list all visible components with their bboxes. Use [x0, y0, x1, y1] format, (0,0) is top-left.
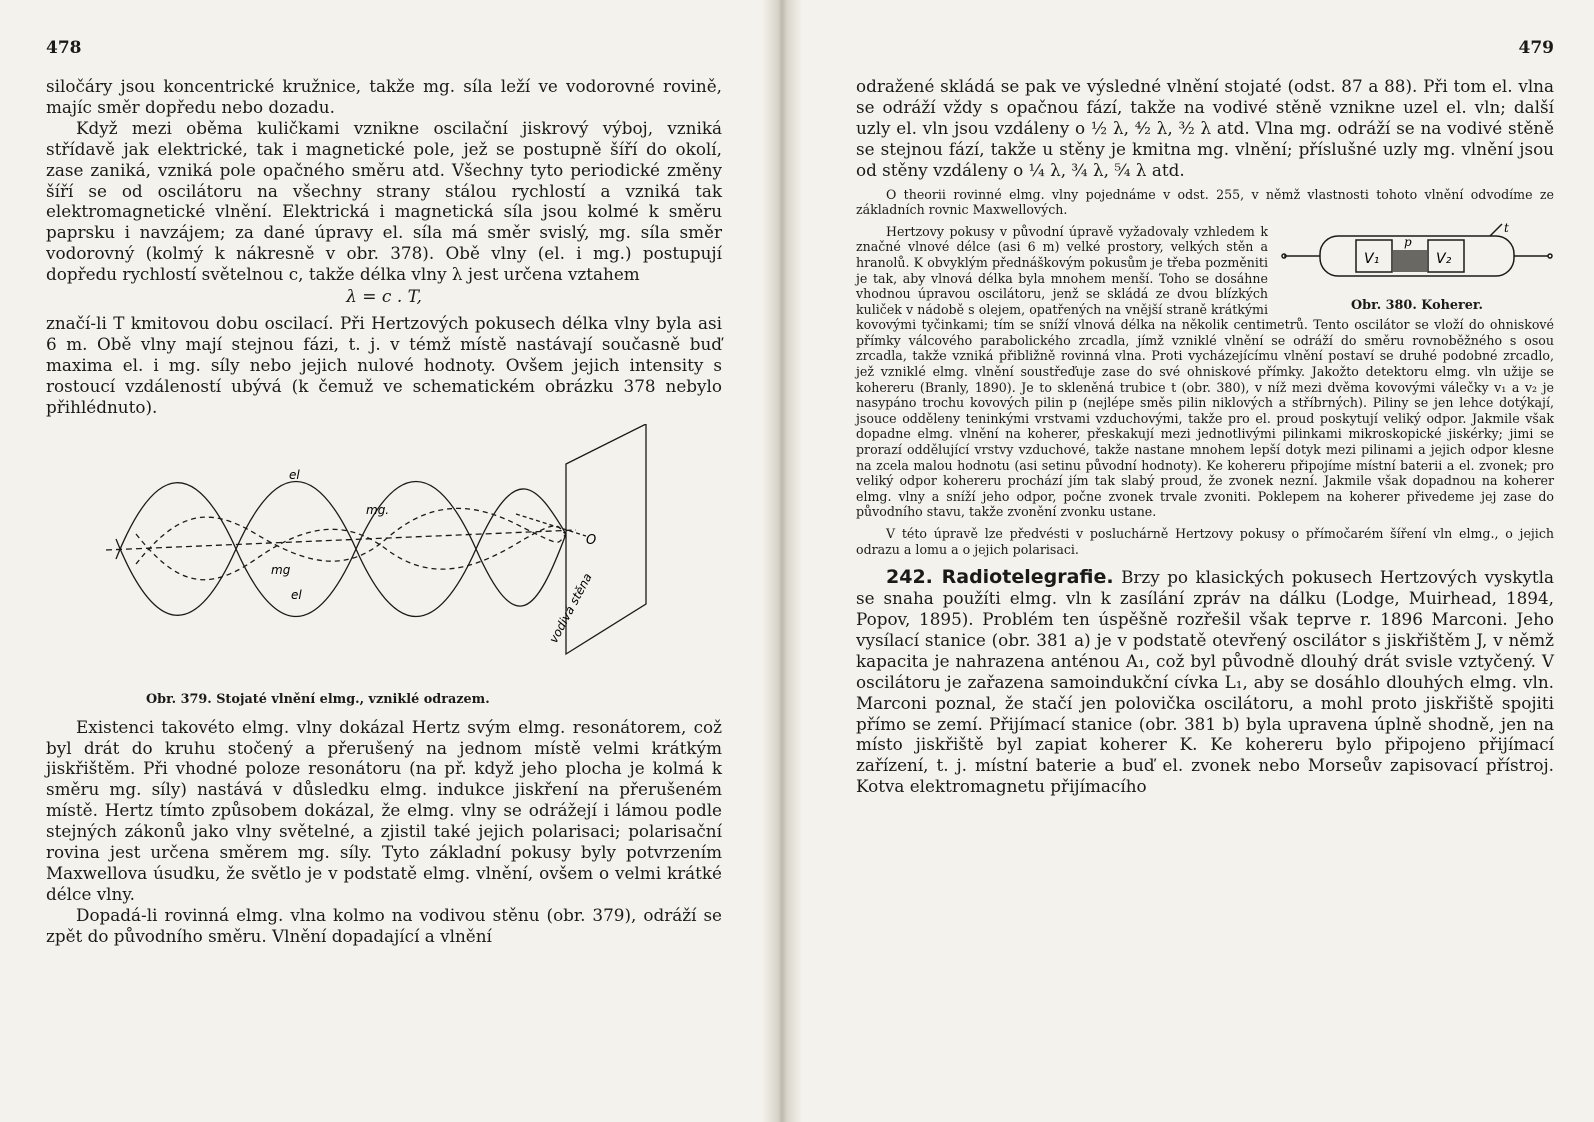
wave-axis	[106, 530, 576, 550]
page-number-right: 479	[1518, 38, 1554, 58]
formula: λ = c . T,	[346, 287, 422, 308]
label-wall: vodivá stěna	[546, 570, 595, 646]
label-el-bottom: el	[291, 587, 302, 602]
label-o: O	[586, 532, 597, 548]
figure-379	[46, 424, 722, 707]
paragraph-1: siločáry jsou koncentrické kružnice, takže mg. síla leží ve vodorovné rovině, majíc směr dopředu nebo dozadu.	[46, 76, 722, 117]
conductive-wall	[566, 424, 646, 654]
paragraph-top: odražené skládá se pak ve výsledné vlnění stojaté (odst. 87 a 88). Při tom el. vlna se odráží vždy s opačnou fází, takže na vodivé stěně vznikne uzel el. vln; další uzly el. vln jsou vzdáleny o ½ λ, ⁴⁄₂ λ, ³⁄₂ λ atd. Vlna mg. odráží se na vodivé stěně se stejnou fází, takže u stěny je kmitna mg. vlnění; příslušné uzly mg. vlnění jsou od stěny vzdáleny o ¼ λ, ¾ λ, ⁵⁄₄ λ atd.	[856, 76, 1554, 180]
label-mg-left: mg	[271, 562, 291, 577]
mg-wave-1	[136, 508, 566, 564]
tube-pointer	[1490, 224, 1502, 236]
label-v1: V₁	[1364, 250, 1380, 267]
page-number-left: 478	[46, 38, 82, 58]
mg-wave-2	[136, 525, 566, 579]
small-paragraph-1: O theorii rovinné elmg. vlny pojednáme v odst. 255, v němž vlastnosti tohoto vlnění odvodíme ze základních rovnic Maxwellových.	[856, 186, 1554, 218]
figure-379-caption: Obr. 379. Stojaté vlnění elmg., vzniklé odrazem.	[146, 691, 490, 707]
small-paragraph-3: V této úpravě lze předvésti v posluchárně Hertzovy pokusy o přímočarém šíření vln elmg., o jejich odrazu a lomu a o jejich polarisaci.	[856, 526, 1554, 557]
left-page	[0, 0, 792, 1122]
label-el-top: el	[289, 467, 300, 482]
el-wave-2	[116, 481, 566, 616]
section-242	[856, 567, 1554, 797]
figure-380	[1280, 222, 1554, 313]
figure-380-caption: Obr. 380. Koherer.	[1351, 297, 1483, 313]
label-p: p	[1404, 234, 1412, 249]
small-paragraph-2: Hertzovy pokusy v původní úpravě vyžadovaly vzhledem k značné vlnové délce (asi 6 m) velké prostory, velkých stěn a hranolů. K obvyklým přednáškovým pokusům je třeba pozměniti je tak, aby vlnová délka byla mnohem menší. Toho se dosáhne vhodnou úpravou oscilátoru, jenž se skládá ze dvou blízkých kuliček v nádobě s olejem, opatřených na vnější straně krátkými kovovými tyčinkami; tím se sníží vlnová délka na několik centimetrů. Tento oscilátor se vloží do ohniskové přímky válcového parabolického zrcadla, jímž vzniklé vlnění se odráží do směru rovnoběžného s osou zrcadla, takže vzniká přibližně rovinná vlna. Proti vycházejícímu vlnění postaví se druhé podobné zrcadlo, jež vzniklé elmg. vlnění soustřeďuje zase do své ohniskové přímky. Jakožto detektoru elmg. vln užije se kohereru (Branly, 1890). Je to skleněná trubice t (obr. 380), v níž mezi dvěma kovovými válečky v₁ a v₂ je nasypáno trochu kovových pilin p (nejlépe směs pilin niklových a stříbrných). Piliny se jen lehce dotýkají, jsouce odděleny teninkými vrstvami vzduchovými, takže pro el. proud poskytují veliký odpor. Jakmile však dopadne elmg. vlnění na koherer, přeskakují mezi jednotlivými pilinkami mikroskopické jiskérky; jimi se prorazí oddělující vrstvy vzduchové, takže nastane mnohem lepší dotyk mezi pilinami a jejich odpor klesne na zcela malou hodnotu (asi setinu původní hodnoty). Ke kohereru připojíme místní baterii a el. zvonek; pro veliký odpor kohereru prochází jím tak slabý proud, že zvonek nezní. Jakmile však dopadnou na koherer elmg. vlny a sníží jeho odpor, počne zvonek trvale zvoniti. Poklepem na koherer přivedeme jej zase do původního stavu, takže zvonění zvonku ustane.	[856, 223, 1554, 520]
paragraph-3: značí-li T kmitovou dobu oscilací. Při Hertzových pokusech délka vlny byla asi 6 m. Obě vlny mají stejnou fázi, t. j. v témž místě nastávají současně buď maxima el. i mg. síly nebo jejich nulové hodnoty. Ovšem jejich intensity s rostoucí vzdáleností ubývá (k čemuž ve schematickém obrázku 378 nebylo přihlédnuto).	[46, 313, 722, 417]
book-gutter	[762, 0, 802, 1122]
paragraph-4: Existenci takovéto elmg. vlny dokázal Hertz svým elmg. resonátorem, což byl drát do kruhu stočený a přerušený na jednom místě velmi krátkým jiskřištěm. Při vhodné poloze resonátoru (na př. když jeho plocha je kolmá k směru mg. síly) nastává v důsledku elmg. indukce jiskření na přerušeném místě. Hertz tímto způsobem dokázal, že elmg. vlny se odrážejí i lámou podle stejných zákonů jako vlny světelné, a zjistil také jejich polarisaci; polarisační rovina jest určena směrem mg. síly. Tyto základní pokusy byly potvrzením Maxwellova úsudku, že světlo je v podstatě elmg. vlnění, ovšem o velmi krátké délce vlny.	[46, 716, 722, 904]
coherer-diagram	[1280, 222, 1554, 290]
filings	[1393, 250, 1427, 272]
paragraph-5: Dopadá-li rovinná elmg. vlna kolmo na vodivou stěnu (obr. 379), odráží se zpět do původního směru. Vlnění dopadající a vlnění	[46, 904, 722, 946]
label-t: t	[1504, 221, 1509, 235]
right-page	[792, 0, 1594, 1122]
label-mg-right: mg.	[366, 502, 390, 517]
label-v2: V₂	[1436, 250, 1452, 267]
standing-wave-diagram	[46, 424, 722, 686]
section-heading: 242. Radiotelegrafie.	[886, 566, 1114, 589]
el-wave-1	[116, 481, 566, 616]
section-text: Brzy po klasických pokusech Hertzových vyskytla se snaha použíti elmg. vln k zasílání zpráv na dálku (Lodge, Muirhead, 1894, Popov, 1895). Problém ten úspěšně rozřešil však teprve r. 1896 Marconi. Jeho vysílací stanice (obr. 381 a) je v podstatě otevřený oscilátor s jiskřištěm J, v němž kapacita je nahrazena anténou A₁, což byl původně dlouhý drát svisle vztyčený. V oscilátoru je zařazena samoindukční cívka L₁, aby se dosáhlo dlouhých elmg. vln. Marconi poznal, že stačí jen polovička oscilátoru, a mohl proto jiskřiště spojiti přímo se zemí. Přijímací stanice (obr. 381 b) byla upravena úplně shodně, jen na místo jiskřiště byl zapiat koherer K. Ke kohereru bylo připojeno přijímací zařízení, t. j. místní baterie a buď el. zvonek nebo Morseův zapisovací přístroj. Kotva elektromagnetu přijímacího	[856, 567, 1554, 797]
paragraph-2: Když mezi oběma kuličkami vznikne oscilační jiskrový výboj, vzniká střídavě jak elektrické, tak i magnetické pole, jež se postupně šíří do okolí, zase zaniká, vzniká pole opačného směru atd. Všechny tyto periodické změny šíří se od oscilátoru na všechny strany stálou rychlostí a vzniká tak elektromagnetické vlnění. Elektrická i magnetická síla jsou kolmé k směru paprsku i navzájem; za dané úpravy el. síla má směr svislý, mg. síla směr vodorovný (kolmý k nákresně v obr. 378). Obě vlny (el. i mg.) postupují dopředu rychlostí světelnou c, takže délka vlny λ jest určena vztahem	[46, 117, 722, 285]
terminal-right	[1548, 254, 1552, 258]
